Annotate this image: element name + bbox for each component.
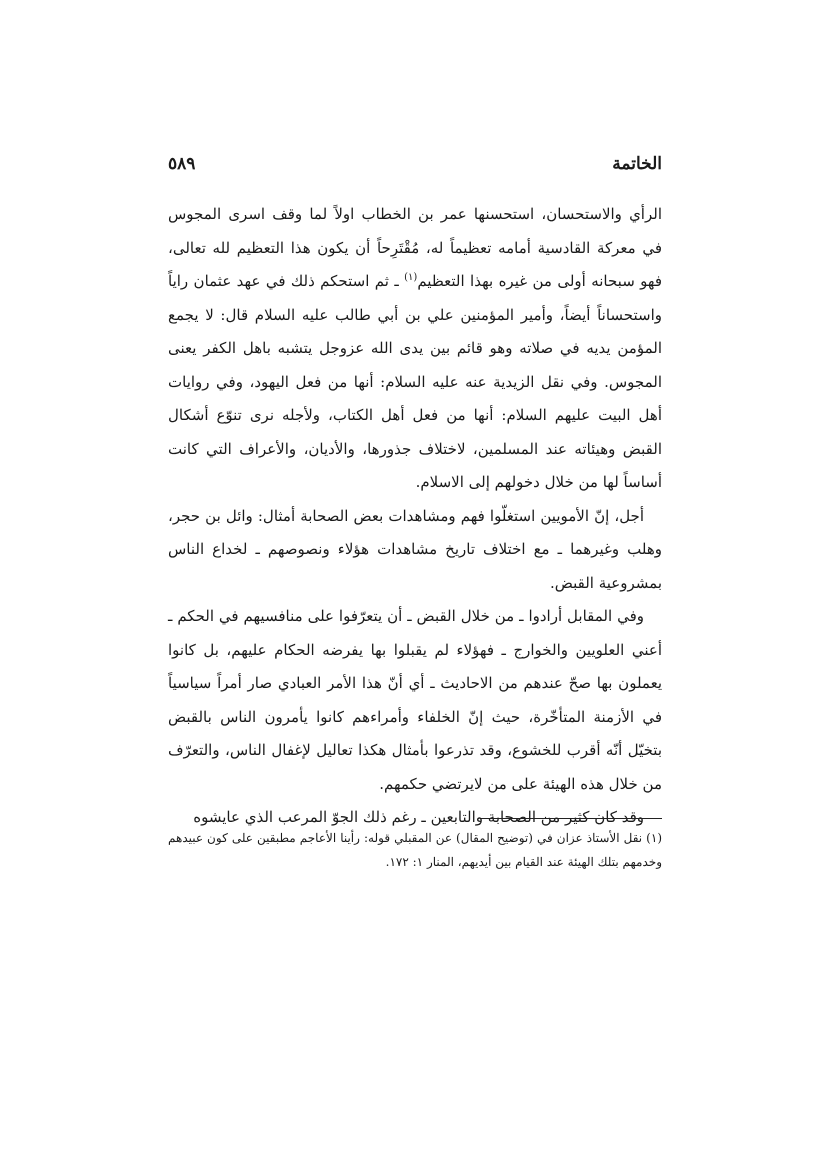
footnote-text: نقل الأستاذ عزان في (توضيح المقال) عن المقبلي قوله: رأينا الأعاجم مطبقين على كون عبيدهم وخدمهم بتلك الهيئة عند القيام بين أيديهم، المنار ١: ١٧٢. [168, 831, 662, 869]
footnote [168, 826, 662, 874]
paragraph-2: أجل، إنّ الأمويين استغلّوا فهم ومشاهدات بعض الصحابة أمثال: وائل بن حجر، وهلب وغيرهما ـ مع اختلاف تاريخ مشاهدات هؤلاء ونصوصهم ـ لخداع الناس بمشروعية القبض. [168, 506, 662, 592]
paragraph-1-text-start: الرأي والاستحسان، استحسنها عمر بن الخطاب اولاً لما وقف اسرى المجوس في معركة القادسية أمامه تعظيماً له، مُقْتَرِحاً أن يكون هذا التعظيم لله تعالى، فهو سبحانه أولى من غيره بهذا التعظيم [168, 205, 662, 290]
footnote-divider [481, 818, 662, 819]
footnote-1 [168, 826, 662, 874]
chapter-title: الخاتمة [612, 154, 662, 174]
paragraph-4: وقد كان كثير من الصحابة والتابعين ـ رغم ذلك الجوّ المرعب الذي عايشوه [193, 808, 644, 826]
paragraph-3: وفي المقابل أرادوا ـ من خلال القبض ـ أن يتعرّفوا على منافسيهم في الحكم ـ أعني العلويين والخوارج ـ فهؤلاء لم يقبلوا بها يفرضه الحكام عليهم، بل كانوا يعملون بها صحّ عندهم من الاحاديث ـ أي أنّ هذا الأمر العبادي صار أمراً سياسياً في الأزمنة المتأخّرة، حيث إنّ الخلفاء وأمراءهم كانوا يأمرون الناس بالقبض بتخيّل أنّه أقرب للخشوع، وقد تذرعوا بأمثال هكذا تعاليل لإغفال الناس، والتعرّف من خلال هذه الهيئة على من لايرتضي حكمهم. [168, 607, 662, 793]
running-header [168, 150, 662, 178]
page-number: ٥٨٩ [168, 154, 196, 174]
footnote-reference[interactable]: (١) [404, 272, 418, 283]
footnote-number: (١) [646, 831, 662, 845]
paragraph-1 [168, 198, 662, 500]
main-text [168, 198, 662, 835]
paragraph-1-text-end: ـ ثم استحكم ذلك في عهد عثمان راياً واستحساناً أيضاً، وأمير المؤمنين علي بن أبي طالب عليه السلام قال: لا يجمع المؤمن يديه في صلاته وهو قائم بين يدى الله عزوجل يتشبه باهل الكفر يعنى المجوس. وفي نقل الزيدية عنه عليه السلام: أنها من فعل اليهود، وفي روايات أهل البيت عليهم السلام: أنها من فعل أهل الكتاب، ولأجله نرى تنوّع أشكال القبض وهيئاته عند المسلمين، لاختلاف جذورها، والأديان، والأعراف التي كانت أساساً لها من خلال دخولهم إلى الاسلام. [168, 272, 662, 491]
